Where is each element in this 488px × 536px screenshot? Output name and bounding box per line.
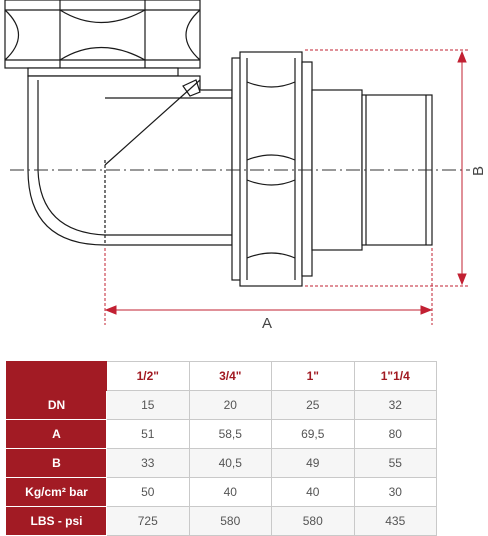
table-header-row xyxy=(7,362,437,391)
table-cell: 30 xyxy=(354,478,437,507)
table-cell: 40 xyxy=(189,478,272,507)
table-corner-cell xyxy=(7,362,107,391)
table-row xyxy=(7,420,437,449)
table-row xyxy=(7,449,437,478)
table-row xyxy=(7,507,437,536)
table-cell: 580 xyxy=(189,507,272,536)
table-cell: 25 xyxy=(272,391,355,420)
table-cell: 55 xyxy=(354,449,437,478)
size-header: 1/2" xyxy=(107,362,190,391)
row-label: Kg/cm² bar xyxy=(7,478,107,507)
table-cell: 15 xyxy=(107,391,190,420)
spec-table xyxy=(6,361,437,536)
table-cell: 69,5 xyxy=(272,420,355,449)
row-label: B xyxy=(7,449,107,478)
top-hex-nut xyxy=(5,0,200,76)
table-row xyxy=(7,391,437,420)
elbow-body xyxy=(28,76,232,245)
table-cell: 580 xyxy=(272,507,355,536)
row-label: A xyxy=(7,420,107,449)
table-cell: 32 xyxy=(354,391,437,420)
row-label: LBS - psi xyxy=(7,507,107,536)
table-cell: 58,5 xyxy=(189,420,272,449)
dimension-a-label: A xyxy=(262,315,273,332)
table-cell: 725 xyxy=(107,507,190,536)
union-hex-nut xyxy=(232,52,312,286)
table-cell: 80 xyxy=(354,420,437,449)
table-cell: 33 xyxy=(107,449,190,478)
size-header: 3/4" xyxy=(189,362,272,391)
table-row xyxy=(7,478,437,507)
table-cell: 435 xyxy=(354,507,437,536)
table-cell: 50 xyxy=(107,478,190,507)
table-cell: 40 xyxy=(272,478,355,507)
row-label: DN xyxy=(7,391,107,420)
table-cell: 20 xyxy=(189,391,272,420)
dimension-b-label: B xyxy=(470,165,487,176)
size-header: 1"1/4 xyxy=(354,362,437,391)
table-cell: 49 xyxy=(272,449,355,478)
table-cell: 40,5 xyxy=(189,449,272,478)
table-cell: 51 xyxy=(107,420,190,449)
size-header: 1" xyxy=(272,362,355,391)
